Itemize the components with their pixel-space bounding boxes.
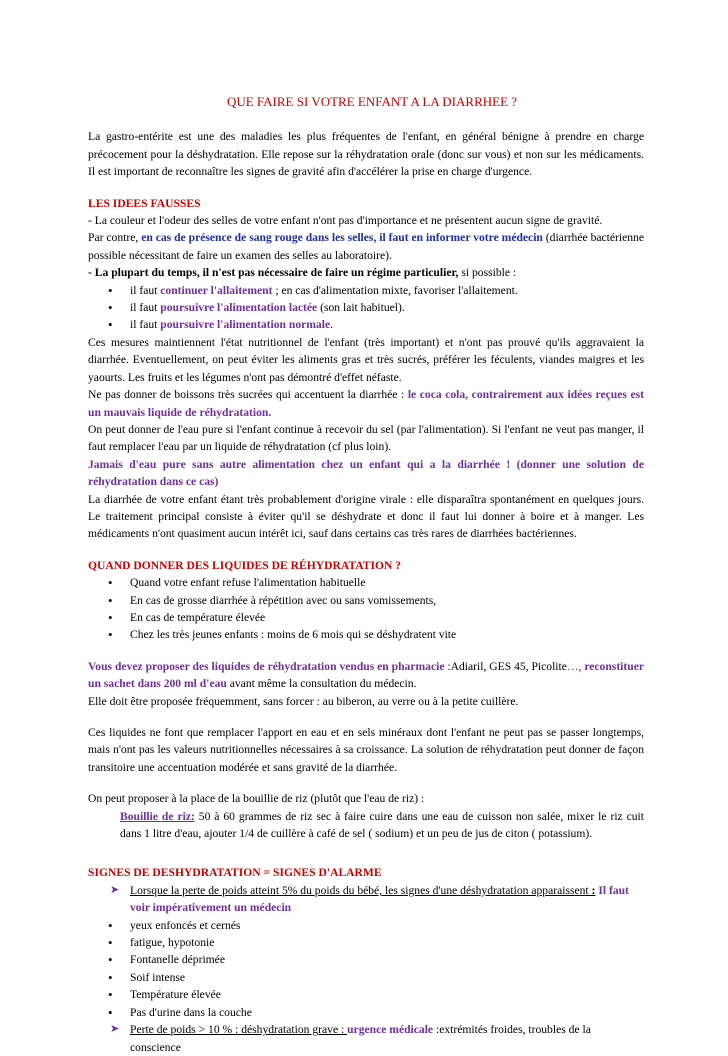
section-heading-signes: SIGNES DE DESHYDRATATION = SIGNES D'ALARME [88,866,382,880]
paragraph: Par contre, en cas de présence de sang rouge dans les selles, il faut en informer votre médecin (diarrhée bactérienne possible nécessitant de faire un examen des selles au laboratoire). [88,231,644,262]
list-item: • Pas d'urine dans la couche [88,1004,644,1021]
paragraph: - La couleur et l'odeur des selles de votre enfant n'ont pas d'importance et ne présentent aucun signe de gravité. [88,214,603,228]
paragraph: Jamais d'eau pure sans autre alimentation chez un enfant qui a la diarrhée ! (donner une solution de réhydratation dans ce cas) [88,457,644,489]
bullet-list [88,574,644,644]
arrow-item: ➤ Perte de poids > 10 % : déshydratation grave : urgence médicale :extrémités froides, troubles de la conscience [110,1023,591,1054]
paragraph: On peut donner de l'eau pure si l'enfant continue à recevoir du sel (par l'alimentation). Si l'enfant ne veut pas manger, il faut remplacer l'eau par un liquide de réhydratation (cf plus loin). [88,422,644,454]
paragraph: La diarrhée de votre enfant étant très probablement d'origine virale : elle disparaîtra spontanément en quelques jours. Le traitement principal consiste à éviter qu'il se déshydrate et donc il faut lui donner à boire et à manger. Les médicaments n'ont quasiment aucun intérêt ici, sauf dans certains cas très rares de diarrhées bactériennes. [88,492,644,541]
paragraph: Elle doit être proposée fréquemment, sans forcer : au biberon, au verre ou à la petite cuillère. [88,694,519,708]
list-item: • Quand votre enfant refuse l'alimentation habituelle [88,574,644,591]
section-heading-rehydratation: QUAND DONNER DES LIQUIDES DE RÉHYDRATATION ? [88,558,402,572]
list-item: • Température élevée [88,986,644,1003]
arrow-list [88,882,644,917]
list-item: • il faut poursuivre l'alimentation lactée (son lait habituel). [88,299,644,316]
page-title: QUE FAIRE SI VOTRE ENFANT A LA DIARRHEE ? [226,94,518,109]
arrow-icon: ➤ [110,1023,120,1036]
arrow-item: ➤ Lorsque la perte de poids atteint 5% du poids du bébé, les signes d'une déshydratation apparaissent : Il faut voir impérativement un médecin [110,883,629,915]
intro-paragraph: La gastro-entérite est une des maladies les plus fréquentes de l'enfant, en général bénigne à prendre en charge précocement pour la déshydratation. Elle repose sur la réhydratation orale (donc sur vous) et non sur les médicaments. Il est important de reconnaître les signes de gravité afin d'accélérer la prise en charge d'urgence. [88,130,644,179]
paragraph: Ces liquides ne font que remplacer l'apport en eau et en sels minéraux dont l'enfant ne peut pas se passer longtemps, mais n'ont pas les valeurs nutritionnelles nécessaires à sa croissance. La solution de réhydratation peut donner de façon transitoire une accentuation modérée et sans gravité de la diarrhée. [88,726,644,774]
document-page [88,93,644,1056]
bullet-list [88,282,644,334]
rice-recipe: Bouillie de riz: 50 à 60 grammes de riz sec à faire cuire dans une eau de cuisson non salée, mixer le riz cuit dans 1 litre d'eau, ajouter 1/4 de cuillère à café de sel ( sodium) et un peu de jus de citon ( potassium). [120,809,644,841]
list-item: • Fontanelle déprimée [88,951,644,968]
paragraph: - La plupart du temps, il n'est pas nécessaire de faire un régime particulier, si possible : [88,266,517,280]
paragraph: On peut proposer à la place de la bouillie de riz (plutôt que l'eau de riz) : [88,792,425,806]
list-item: • il faut continuer l'allaitement ; en cas d'alimentation mixte, favoriser l'allaitement. [88,282,644,299]
list-item: • En cas de température élevée [88,609,644,626]
list-item: • fatigue, hypotonie [88,934,644,951]
paragraph: Ces mesures maintiennent l'état nutritionnel de l'enfant (très important) et n'ont pas prouvé qu'ils aggravaient la diarrhée. Eventuellement, on peut éviter les aliments gras et très sucrés, préférer les féculents, viandes maigres et les yaourts. Les fruits et les légumes n'ont pas démontré d'effet néfaste. [88,335,644,384]
arrow-list [88,1021,644,1056]
bullet-list [88,917,644,1021]
list-item: • Soif intense [88,969,644,986]
list-item: • il faut poursuivre l'alimentation normale. [88,316,644,333]
paragraph: Vous devez proposer des liquides de réhydratation vendus en pharmacie :Adiaril, GES 45, Picolite…, reconstituer un sachet dans 200 ml d'eau avant même la consultation du médecin. [88,659,644,691]
list-item: • yeux enfoncés et cernés [88,917,644,934]
list-item: • Chez les très jeunes enfants : moins de 6 mois qui se déshydratent vite [88,626,644,643]
arrow-icon: ➤ [110,883,120,896]
list-item: • En cas de grosse diarrhée à répétition avec ou sans vomissements, [88,592,644,609]
paragraph: Ne pas donner de boissons très sucrées qui accentuent la diarrhée : le coca cola, contrairement aux idées reçues est un mauvais liquide de réhydratation. [88,388,644,419]
section-heading-idees-fausses: LES IDEES FAUSSES [88,196,201,210]
